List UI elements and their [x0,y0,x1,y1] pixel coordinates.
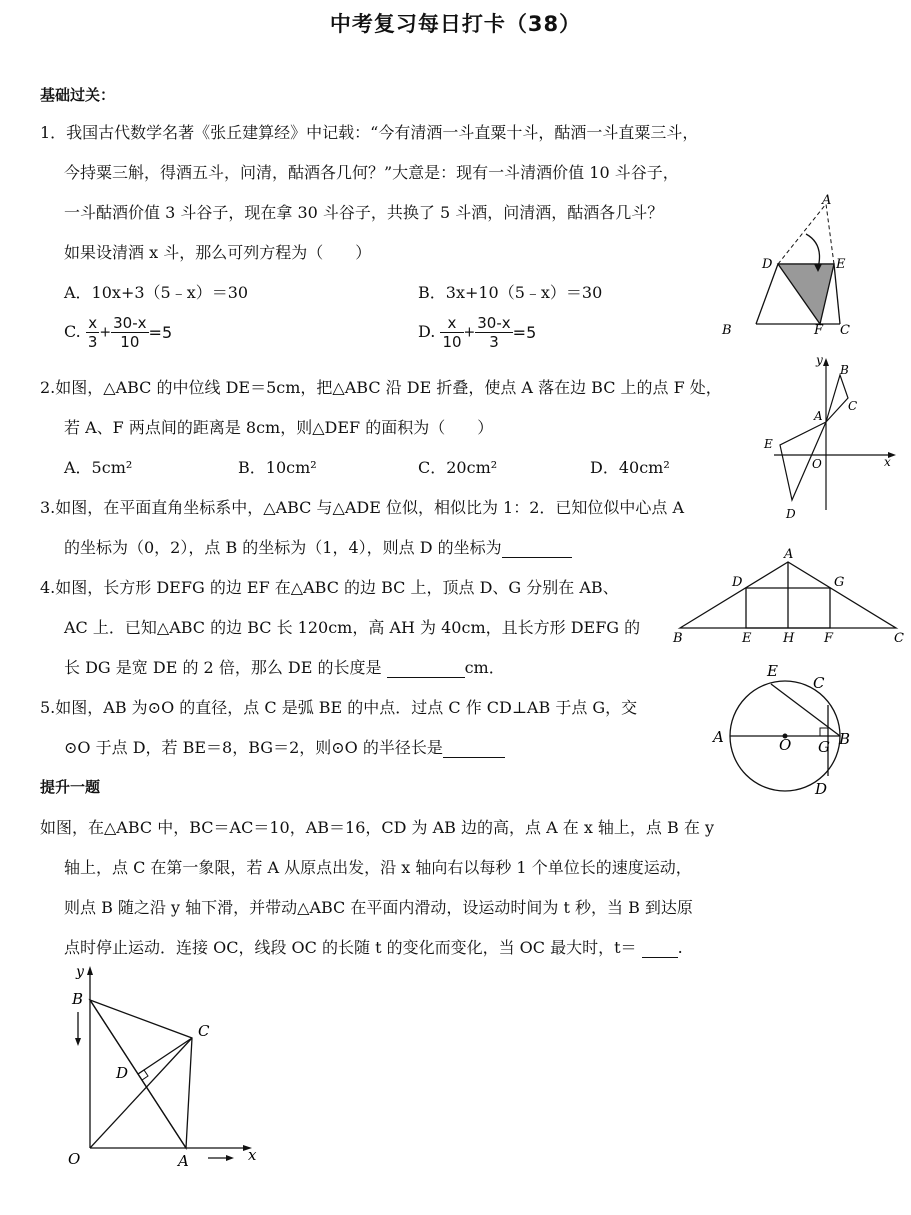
label-f: F [814,323,824,338]
label-b: B [722,323,732,338]
answer-blank[interactable] [443,738,505,758]
label-c: C [848,399,858,413]
q1-line1: 1．我国古代数学名著《张丘建算经》中记载：“今有清酒一斗直粟十斗，酤酒一斗直粟三斗， [40,123,699,142]
label-e: E [764,437,773,451]
q4-line3-text: 长 DG 是宽 DE 的 2 倍，那么 DE 的长度是 [64,658,382,677]
figure-fold-triangle [720,192,860,342]
figure-rectangle-in-triangle [670,544,910,646]
axis-y-label: y [76,964,84,980]
label-a: A [822,193,832,208]
label-b: B [72,990,84,1008]
label-c: C [840,323,850,338]
denominator: 10 [442,333,462,351]
label-b: B [839,730,851,748]
q1-option-b: B．3x+10（5﹣x）＝30 [418,283,603,302]
plus-sign: + [99,324,112,341]
label-o: O [812,457,822,471]
q1-option-c-label: C. [64,322,81,341]
label-o: O [779,736,792,754]
q1-line3: 一斗酤酒价值 3 斗谷子，现在拿 30 斗谷子，共换了 5 斗酒，问清酒，酤酒各几斗？ [64,203,664,222]
label-g: G [834,575,845,590]
numerator: x [440,314,463,333]
q1-option-c [64,314,172,351]
answer-blank[interactable] [642,938,678,958]
q6-line3: 则点 B 随之沿 y 轴下滑，并带动△ABC 在平面内滑动，设运动时间为 t 秒，当 B 到达原 [64,898,693,917]
q5-line2-text: ⊙O 于点 D，若 BE＝8，BG＝2，则⊙O 的半径长是 [64,738,443,757]
q2-option-b: B．10cm² [238,458,317,477]
page-title: 中考复习每日打卡（38） [329,12,582,36]
fraction [111,314,148,351]
section-advanced-heading: 提升一题 [40,778,101,796]
q2-option-c: C．20cm² [418,458,498,477]
q1-option-d [418,314,536,351]
axis-x-label: x [248,1146,257,1164]
answer-blank[interactable] [502,538,572,558]
q4-unit: cm． [464,658,505,677]
denominator: 3 [489,333,499,351]
label-d: D [116,1064,129,1082]
q2-line1: 2.如图，△ABC 的中位线 DE＝5cm，把△ABC 沿 DE 折叠，使点 A 落在边 BC 上的点 F 处， [40,378,722,397]
fraction [475,314,512,351]
label-e: E [742,631,752,646]
q4-line1: 4.如图，长方形 DEFG 的边 EF 在△ABC 的边 BC 上，顶点 D、G 分别在 AB、 [40,578,619,597]
label-b: B [840,363,849,377]
q6-line4-text: 点时停止运动．连接 OC，线段 OC 的长随 t 的变化而变化，当 OC 最大时，t＝ [64,938,637,957]
q1-option-a: A．10x+3（5﹣x）＝30 [64,283,249,302]
q1-line4: 如果设清酒 x 斗，那么可列方程为（ ） [64,243,372,262]
label-b: B [673,631,683,646]
label-f: F [824,631,834,646]
label-a: A [784,547,794,562]
label-d: D [762,257,773,272]
q2-option-d: D．40cm² [590,458,670,477]
denominator: 3 [87,333,98,351]
label-o: O [68,1150,81,1168]
q3-line1: 3.如图，在平面直角坐标系中，△ABC 与△ADE 位似，相似比为 1：2．已知位似中心点 A [40,498,685,517]
numerator: 30-x [477,314,511,332]
q6-line4-end: . [677,938,683,957]
q3-line2-text: 的坐标为（0，2），点 B 的坐标为（1，4），则点 D 的坐标为 [64,538,502,557]
label-a: A [814,409,823,423]
axis-x-label: x [884,455,891,469]
q4-line2: AC 上．已知△ABC 的边 BC 长 120cm，高 AH 为 40cm，且长方形 DEFG 的 [64,618,641,637]
label-g: G [818,738,830,756]
figure-coordinate-similarity [760,350,900,520]
axis-y-label: y [816,353,823,367]
fraction [440,314,463,351]
section-basic-heading: 基础过关： [40,86,116,104]
figure-circle [705,656,865,800]
label-c: C [894,631,904,646]
label-c: C [198,1022,210,1040]
q5-line1: 5.如图，AB 为⊙O 的直径，点 C 是弧 BE 的中点．过点 C 作 CD⊥AB 于点 G，交 [40,698,638,717]
equals-value: =5 [148,323,173,342]
fraction [86,314,100,351]
label-a: A [713,728,724,746]
q4-line3 [64,655,505,678]
label-e: E [836,257,846,272]
plus-sign: + [463,324,476,341]
q1-option-d-label: D. [418,322,436,341]
label-h: H [783,631,795,646]
figure-sliding-triangle [60,960,280,1170]
q2-line2: 若 A、F 两点间的距离是 8cm，则△DEF 的面积为（ ） [64,418,494,437]
denominator: 10 [120,333,140,351]
label-e: E [767,662,778,680]
label-d: D [815,780,828,798]
equals-value: =5 [512,323,537,342]
q6-line4 [64,935,683,958]
label-d: D [786,507,796,521]
q2-option-a: A．5cm² [64,458,133,477]
label-a: A [178,1152,189,1170]
q3-line2 [64,535,572,558]
q1-line2: 今持粟三斛，得酒五斗，问清，酤酒各几何？”大意是：现有一斗清酒价值 10 斗谷子， [64,163,679,182]
numerator: x [86,314,100,333]
q5-line2 [64,735,505,758]
q6-line1: 如图，在△ABC 中，BC＝AC＝10，AB＝16，CD 为 AB 边的高，点 A 在 x 轴上，点 B 在 y [40,818,714,837]
numerator: 30-x [113,314,147,332]
label-c: C [813,674,825,692]
answer-blank[interactable] [387,658,465,678]
q6-line2: 轴上，点 C 在第一象限，若 A 从原点出发，沿 x 轴向右以每秒 1 个单位长的速度运动， [64,858,692,877]
label-d: D [732,575,743,590]
